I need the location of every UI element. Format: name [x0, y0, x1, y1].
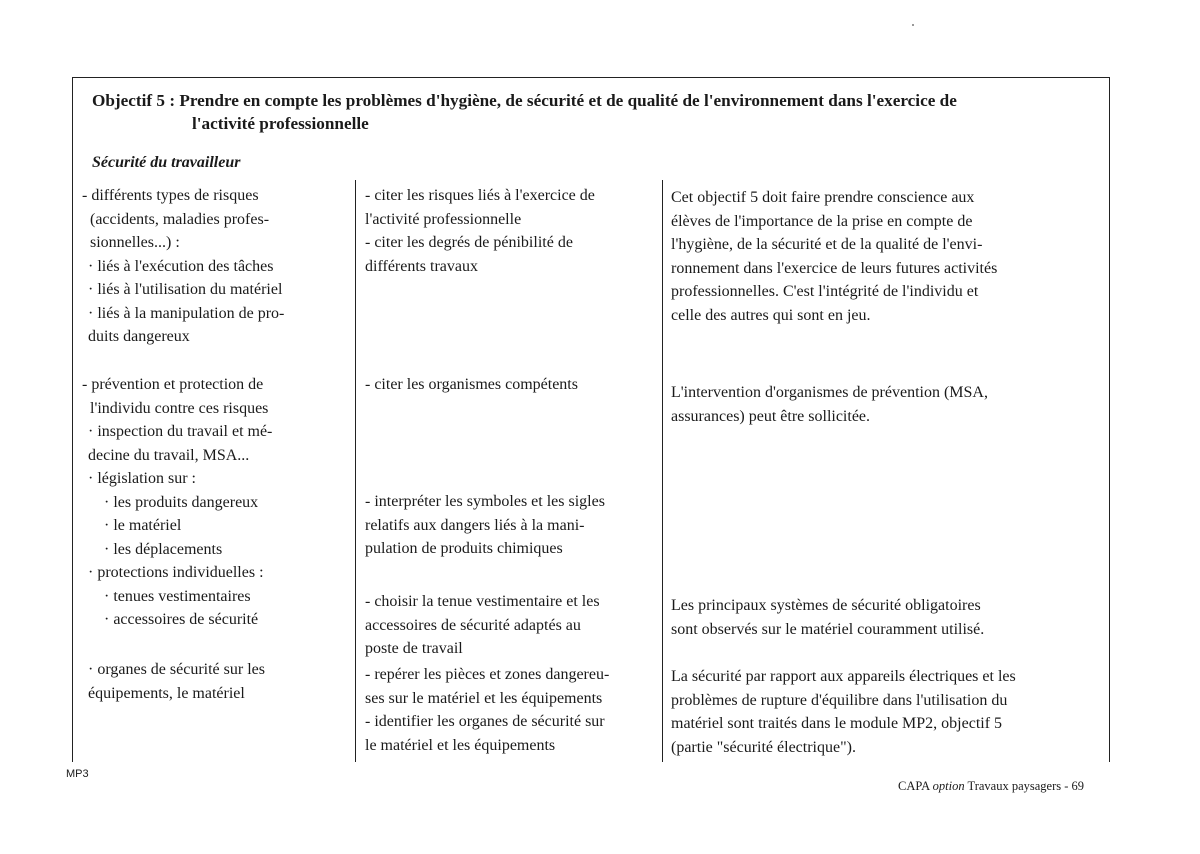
objective-title-line2: l'activité professionnelle — [192, 114, 369, 133]
row1-col2 — [365, 184, 595, 278]
section-heading: Sécurité du travailleur — [92, 154, 241, 171]
text-line: L'intervention d'organismes de prévention (MSA, — [671, 384, 988, 401]
text-line: (accidents, maladies profes- — [90, 210, 270, 228]
row3-col3 — [671, 665, 1016, 759]
row1-col3 — [671, 186, 997, 327]
text-line: · législation sur : — [88, 470, 196, 487]
text-line: relatifs aux dangers liés à la mani- — [365, 516, 585, 534]
row2-col2-symboles — [365, 490, 605, 561]
row2-col2-tenue — [365, 590, 600, 661]
text-line: - repérer les pièces et zones dangereu- — [365, 666, 610, 683]
text-line: problèmes de rupture d'équilibre dans l'utilisation du — [671, 691, 1008, 709]
text-line: · organes de sécurité sur les — [88, 661, 265, 678]
module-code: MP3 — [66, 768, 89, 780]
text-line: decine du travail, MSA... — [88, 446, 250, 464]
footer-prefix: CAPA — [898, 779, 933, 793]
row2-col1 — [82, 373, 272, 632]
text-line: l'activité professionnelle — [365, 210, 522, 228]
column-divider-1 — [355, 180, 356, 762]
text-line: ses sur le matériel et les équipements — [365, 689, 603, 707]
text-line: élèves de l'importance de la prise en compte de — [671, 212, 973, 230]
text-line: Cet objectif 5 doit faire prendre conscience aux — [671, 189, 975, 206]
text-line: - citer les organismes compétents — [365, 376, 578, 393]
text-line: - citer les risques liés à l'exercice de — [365, 187, 595, 204]
text-line: · accessoires de sécurité — [104, 611, 259, 628]
text-line: - différents types de risques — [82, 187, 259, 204]
row2-col3-intervention — [671, 381, 988, 428]
text-line: accessoires de sécurité adaptés au — [365, 616, 581, 634]
text-line: · protections individuelles : — [88, 564, 264, 581]
text-line: pulation de produits chimiques — [365, 540, 563, 557]
text-line: · inspection du travail et mé- — [88, 423, 273, 440]
text-line: Les principaux systèmes de sécurité obligatoires — [671, 597, 981, 614]
table-left-border — [72, 77, 73, 762]
text-line: - interpréter les symboles et les sigles — [365, 493, 605, 510]
text-line: l'hygiène, de la sécurité et de la qualité de l'envi- — [671, 236, 983, 253]
text-line: · le matériel — [104, 517, 182, 534]
objective-title-line1: Objectif 5 : Prendre en compte les problèmes d'hygiène, de sécurité et de qualité de l'environnement dans l'exercice de — [92, 91, 957, 110]
text-line: · liés à l'utilisation du matériel — [88, 281, 283, 298]
text-line: La sécurité par rapport aux appareils électriques et les — [671, 668, 1016, 685]
text-line: · liés à la manipulation de pro- — [88, 304, 285, 322]
column-divider-2 — [662, 180, 663, 762]
text-line: · liés à l'exécution des tâches — [88, 257, 274, 275]
row3-col2 — [365, 663, 609, 757]
footer-italic: option — [932, 779, 965, 793]
text-line: sionnelles...) : — [90, 234, 180, 251]
text-line: - identifier les organes de sécurité sur — [365, 713, 605, 730]
scan-speck — [912, 24, 914, 26]
footer-suffix: Travaux paysagers - 69 — [964, 779, 1085, 793]
text-line: · les produits dangereux — [104, 493, 259, 511]
text-line: - choisir la tenue vestimentaire et les — [365, 593, 600, 610]
text-line: professionnelles. C'est l'intégrité de l'individu et — [671, 283, 979, 300]
row3-col1 — [82, 658, 265, 705]
text-line: - citer les degrés de pénibilité de — [365, 234, 573, 251]
text-line: différents travaux — [365, 257, 478, 275]
text-line: celle des autres qui sont en jeu. — [671, 306, 871, 324]
table-right-border — [1109, 77, 1110, 762]
row2-col3-systemes — [671, 594, 984, 641]
table-top-border — [72, 77, 1110, 78]
text-line: ronnement dans l'exercice de leurs futures activités — [671, 259, 998, 277]
text-line: le matériel et les équipements — [365, 736, 556, 754]
text-line: poste de travail — [365, 640, 463, 657]
text-line: matériel sont traités dans le module MP2, objectif 5 — [671, 715, 1003, 732]
text-line: (partie "sécurité électrique"). — [671, 738, 856, 756]
row1-col1 — [82, 184, 284, 349]
text-line: - prévention et protection de — [82, 376, 264, 393]
row2-col2-organismes — [365, 373, 578, 397]
text-line: sont observés sur le matériel couramment utilisé. — [671, 620, 985, 638]
text-line: équipements, le matériel — [88, 684, 245, 702]
text-line: · tenues vestimentaires — [104, 587, 251, 605]
objective-title — [92, 89, 1102, 135]
text-line: · les déplacements — [104, 540, 223, 558]
text-line: l'individu contre ces risques — [90, 399, 269, 417]
text-line: duits dangereux — [88, 328, 190, 345]
text-line: assurances) peut être sollicitée. — [671, 407, 871, 425]
page-footer — [898, 779, 1084, 794]
